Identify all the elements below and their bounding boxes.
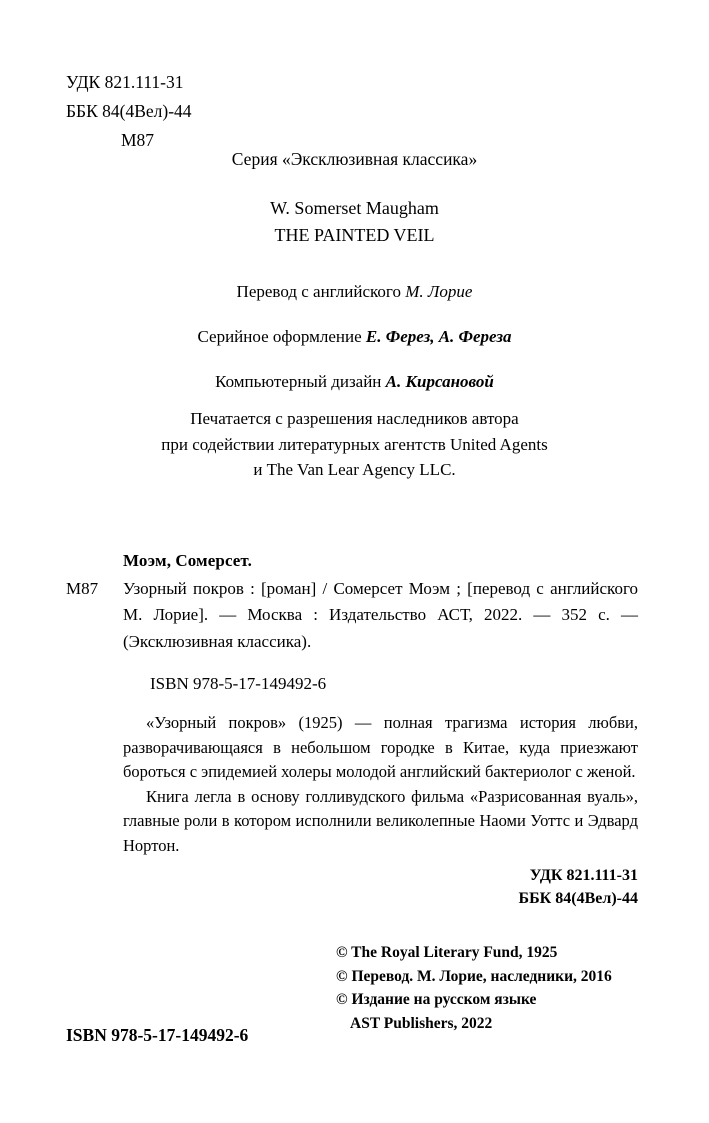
translation-credit-name: М. Лорие: [405, 282, 473, 301]
annotation-block: [123, 711, 638, 858]
copyright-line-4: AST Publishers, 2022: [350, 1014, 493, 1032]
computer-design-credit: [0, 359, 709, 404]
annotation-paragraph-2: Книга легла в основу голливудского фильма «Разрисованная вуаль», главные роли в котором исполнили великолепные Наоми Уоттс и Эдвард Нортон.: [123, 786, 638, 855]
series-design-credit: [0, 314, 709, 359]
cip-author-name: Моэм, Сомерсет.: [123, 551, 252, 570]
computer-design-name: А. Кирсановой: [385, 372, 494, 391]
annotation-paragraph-1: «Узорный покров» (1925) — полная трагизма история любви, разворачивающаяся в небольшом городке в Китае, куда приезжают бороться с эпидемией холеры молодой английский бактериолог с женой.: [123, 713, 638, 781]
translation-credit: [0, 269, 709, 314]
bbk-code-repeat: ББК 84(4Вел)-44: [518, 890, 638, 907]
translation-credit-label: Перевод с английского: [236, 282, 406, 301]
cip-isbn: ISBN 978-5-17-149492-6: [150, 674, 327, 693]
cip-shelf-mark: М87: [66, 578, 99, 598]
computer-design-label: Компьютерный дизайн: [215, 372, 386, 391]
udk-code: УДК 821.111-31: [66, 72, 184, 92]
credits-block: [0, 269, 709, 404]
permission-line-1: Печатается с разрешения наследников автора: [190, 409, 519, 428]
permission-line-2: при содействии литературных агентств United Agents: [161, 434, 548, 454]
series-design-label: Серийное оформление: [197, 327, 366, 346]
original-title-block: [0, 195, 709, 249]
copyright-line-3: © Издание на русском языке: [336, 991, 537, 1008]
classification-block: [66, 68, 192, 155]
copyright-line-1: © The Royal Literary Fund, 1925: [336, 944, 558, 961]
classification-repeat-block: [519, 864, 639, 910]
cip-description: Узорный покров : [роман] / Сомерсет Моэм ; [перевод с английского М. Лорие]. — Москва : Издательство АСТ, 2022. — 352 с. — (Эксклюзивная классика).: [123, 578, 638, 651]
shelf-mark-code: М87: [121, 130, 155, 150]
original-title: THE PAINTED VEIL: [274, 225, 435, 245]
original-author: W. Somerset Maugham: [270, 198, 439, 218]
copyright-block: [336, 941, 612, 1035]
isbn-bottom: ISBN 978-5-17-149492-6: [66, 1025, 249, 1045]
permission-notice: [0, 406, 709, 483]
copyright-line-2: © Перевод. М. Лорие, наследники, 2016: [336, 967, 612, 985]
cip-body: [66, 576, 638, 656]
series-design-name: Е. Ферез, А. Фереза: [365, 327, 512, 346]
udk-code-repeat: УДК 821.111-31: [529, 867, 638, 884]
cataloguing-block: [66, 548, 638, 698]
bbk-code: ББК 84(4Вел)-44: [66, 101, 192, 121]
permission-line-3: и The Van Lear Agency LLC.: [253, 460, 456, 479]
series-line: Серия «Эксклюзивная классика»: [231, 149, 478, 169]
